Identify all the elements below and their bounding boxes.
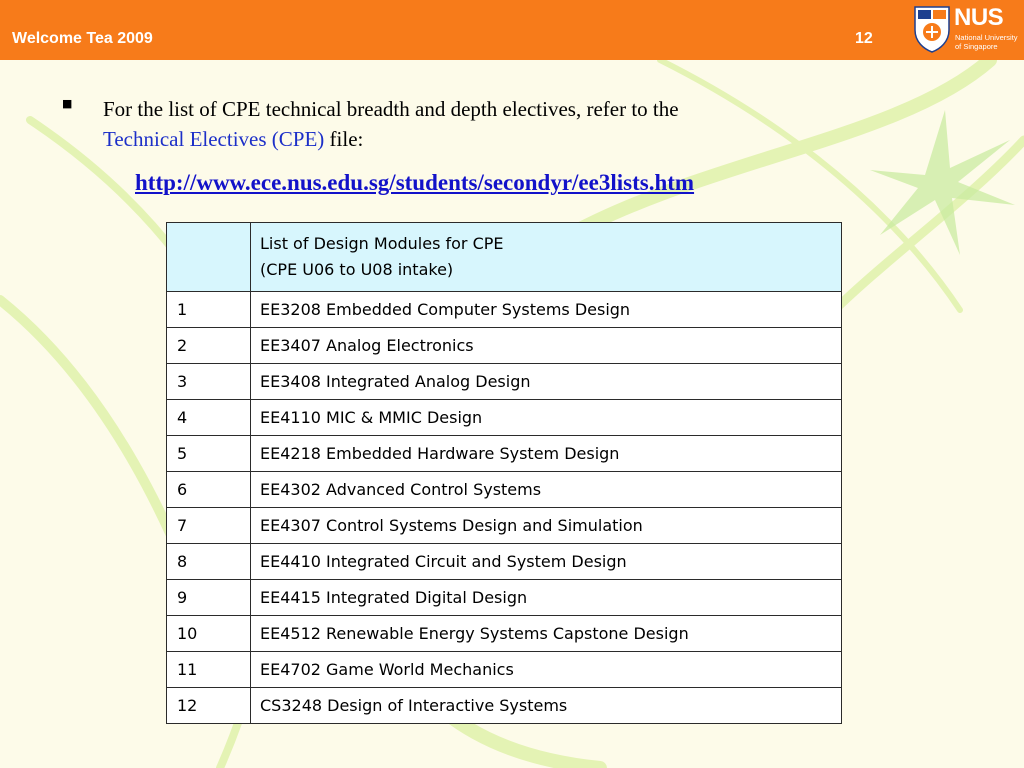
table-header-line1: List of Design Modules for CPE	[260, 234, 504, 253]
table-row	[167, 652, 842, 688]
row-number-cell: 10	[167, 616, 251, 652]
row-number-cell: 8	[167, 544, 251, 580]
table-row	[167, 400, 842, 436]
bullet-paragraph	[103, 94, 923, 154]
bullet-text: For the list of CPE technical breadth and depth electives, refer to the	[103, 97, 679, 121]
nus-crest-icon	[912, 4, 952, 54]
bullet-square-icon: ■	[62, 97, 73, 110]
module-name-cell: EE4110 MIC & MMIC Design	[251, 400, 842, 436]
row-number-cell: 9	[167, 580, 251, 616]
module-name-cell: EE4415 Integrated Digital Design	[251, 580, 842, 616]
table-header-line2: (CPE U06 to U08 intake)	[260, 260, 454, 279]
table-row	[167, 688, 842, 724]
header-num-cell	[167, 223, 251, 292]
table-row	[167, 436, 842, 472]
row-number-cell: 3	[167, 364, 251, 400]
row-number-cell: 1	[167, 292, 251, 328]
ee3lists-link[interactable]: http://www.ece.nus.edu.sg/students/secondyr/ee3lists.htm	[135, 170, 695, 195]
slide-number: 12	[855, 30, 873, 47]
module-name-cell: EE4218 Embedded Hardware System Design	[251, 436, 842, 472]
file-text: file:	[324, 127, 364, 151]
module-name-cell: EE4307 Control Systems Design and Simulation	[251, 508, 842, 544]
row-number-cell: 12	[167, 688, 251, 724]
module-name-cell: CS3248 Design of Interactive Systems	[251, 688, 842, 724]
module-name-cell: EE4410 Integrated Circuit and System Design	[251, 544, 842, 580]
table-row	[167, 544, 842, 580]
row-number-cell: 6	[167, 472, 251, 508]
nus-logo-subtitle: National University of Singapore	[955, 33, 1018, 51]
table-row	[167, 472, 842, 508]
row-number-cell: 2	[167, 328, 251, 364]
header-title: Welcome Tea 2009	[12, 30, 153, 47]
table-row	[167, 508, 842, 544]
module-name-cell: EE4512 Renewable Energy Systems Capstone Design	[251, 616, 842, 652]
table-header-row	[167, 223, 842, 292]
row-number-cell: 4	[167, 400, 251, 436]
module-name-cell: EE3407 Analog Electronics	[251, 328, 842, 364]
header-bar	[0, 0, 1024, 60]
row-number-cell: 7	[167, 508, 251, 544]
module-name-cell: EE4702 Game World Mechanics	[251, 652, 842, 688]
nus-logo-word: NUS	[954, 4, 1004, 31]
row-number-cell: 11	[167, 652, 251, 688]
module-name-cell: EE3208 Embedded Computer Systems Design	[251, 292, 842, 328]
row-number-cell: 5	[167, 436, 251, 472]
nus-logo	[912, 4, 1020, 56]
table-row	[167, 364, 842, 400]
technical-electives-text: Technical Electives (CPE)	[103, 127, 325, 151]
table-row	[167, 328, 842, 364]
table-row	[167, 616, 842, 652]
header-title-cell	[251, 223, 842, 292]
module-name-cell: EE3408 Integrated Analog Design	[251, 364, 842, 400]
design-modules-table	[166, 222, 842, 724]
table-row	[167, 292, 842, 328]
table-row	[167, 580, 842, 616]
module-name-cell: EE4302 Advanced Control Systems	[251, 472, 842, 508]
